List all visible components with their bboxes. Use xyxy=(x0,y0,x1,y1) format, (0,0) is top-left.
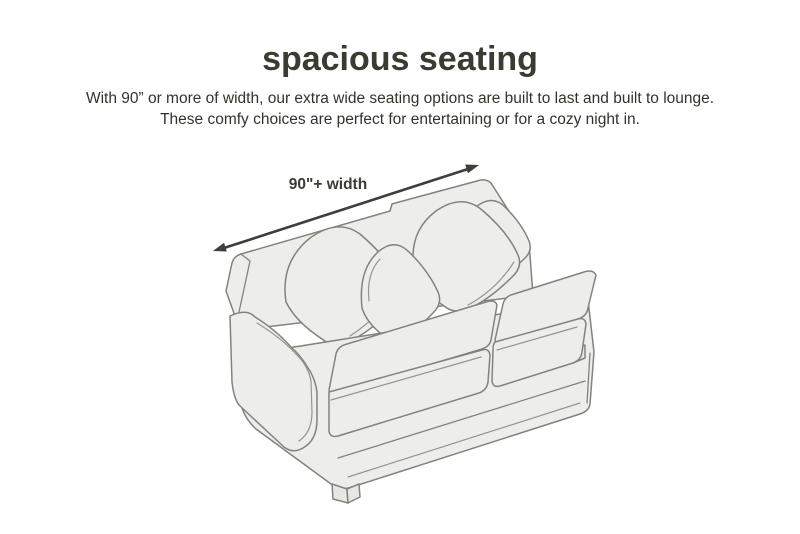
arrow-head-right xyxy=(465,165,479,174)
description-line-2: These comfy choices are perfect for entertaining or for a cozy night in. xyxy=(160,111,640,128)
description-line-1: With 90” or more of width, our extra wide seating options are built to last and built to lounge. xyxy=(85,90,715,107)
sofa-arm-left xyxy=(230,312,317,451)
dimension-label: 90"+ width xyxy=(288,176,368,193)
arrow-head-left xyxy=(213,243,227,252)
page-title: spacious seating xyxy=(262,40,538,78)
